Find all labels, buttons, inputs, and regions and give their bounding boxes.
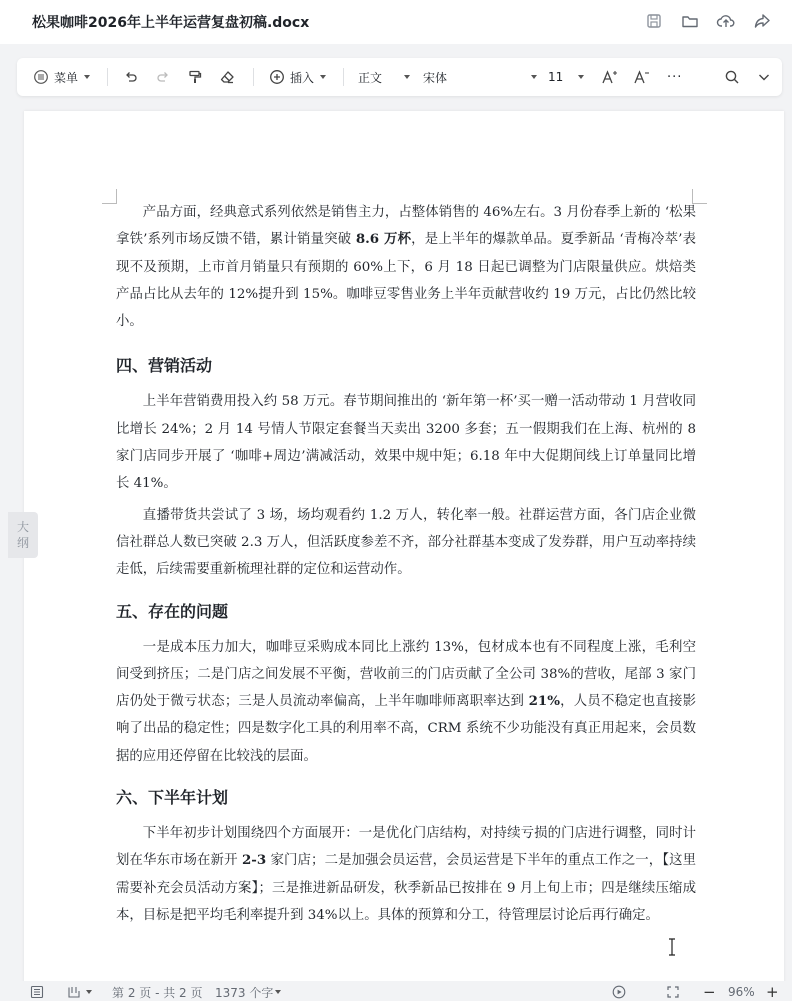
upload-cloud-icon[interactable] (716, 11, 736, 31)
chevron-down-icon (86, 990, 92, 994)
more-button[interactable]: ··· (667, 69, 683, 85)
font-increase-icon (601, 69, 617, 85)
bold-text: 2-3 (241, 852, 267, 869)
text-run: 直播带货共尝试了 3 场，场均观看约 1.2 万人，转化率一般。社群运营方面，各门店企业微信社群总人数已突破 2.3 万人，但活跃度参差不齐，部分社群基本变成了发券群，用户互动率持续走低，后续需要重新梳理社群的定位和运营动作。 (116, 507, 696, 578)
text-run: 上半年营销费用投入约 58 万元。春节期间推出的 ‘新年第一杯’买一赠一活动带动 1 月营收同比增长 24%；2 月 14 号情人节限定套餐当天卖出 3200 多套；五一假期我们在上海、杭州的 8 家门店同步开展了 ‘咖啡+周边’满减活动，效果中规中矩；6.18 年中大促期间线上订单量同比增长 41%。 (116, 394, 696, 492)
formatting-toolbar (17, 58, 782, 96)
format-painter-button[interactable] (187, 58, 203, 96)
outline-view-button[interactable] (30, 983, 44, 1001)
redo-button[interactable] (155, 58, 171, 96)
chevron-down-icon (578, 75, 584, 79)
layout-mode-icon (67, 985, 81, 999)
outline-toggle[interactable] (8, 512, 38, 558)
folder-icon[interactable] (680, 11, 700, 31)
share-icon[interactable] (752, 11, 772, 31)
page-indicator: 第 2 页 - 共 2 页 (112, 985, 203, 1000)
menu-icon (33, 69, 49, 85)
font-family-value: 宋体 (423, 70, 448, 85)
heading-plan: 六、下半年计划 (116, 788, 229, 808)
play-button[interactable] (612, 983, 626, 1001)
chevron-down-icon (84, 75, 90, 79)
text-cursor-icon (668, 938, 676, 956)
text-run: 一是成本压力加大，咖啡豆采购成本同比上涨约 13%，包材成本也有不同程度上涨，毛利空间受到挤压；二是门店之间发展不平衡，营收前三的门店贡献了全公司 38%的营收，尾部 3 家门店仍处于微亏状态；三是人员流动率偏高，上半年咖啡师离职率达到 (116, 639, 696, 710)
text-run: ，人员不稳定也直接影响了出品的稳定性；四是数字化工具的利用率不高，CRM 系统不少功能没有真正用起来，会员数据的应用还停留在比较浅的层面。 (116, 694, 696, 764)
paragraph-plan (116, 820, 696, 929)
plus-circle-icon (269, 69, 285, 85)
view-mode-button[interactable] (67, 983, 92, 1001)
font-decrease-icon (633, 69, 649, 85)
format-painter-icon (187, 69, 203, 85)
undo-icon (123, 69, 139, 85)
text-run: 下半年初步计划围绕四个方面展开：一是优化门店结构，对持续亏损的门店进行调整，同时计划在华东市场在新开 (116, 826, 696, 869)
outline-label: 纲 (16, 536, 29, 550)
heading-problems: 五、存在的问题 (116, 601, 229, 621)
chevron-down-icon (320, 75, 326, 79)
outline-label: 大 (16, 520, 29, 534)
paragraph-products (116, 199, 696, 335)
increase-font-size-button[interactable] (601, 58, 617, 96)
chevron-down-icon (404, 75, 410, 79)
zoom-level[interactable]: 96% (728, 985, 755, 999)
fullscreen-button[interactable] (666, 983, 680, 1001)
document-page[interactable] (24, 111, 784, 991)
word-count-button[interactable] (215, 983, 281, 1001)
status-bar (0, 981, 792, 1001)
menu-button[interactable] (33, 58, 90, 96)
font-size-select[interactable] (548, 58, 584, 96)
toolbar-divider (343, 68, 344, 86)
chevron-down-icon (275, 990, 281, 994)
search-button[interactable] (724, 58, 740, 96)
text-run: 家门店；二是加强会员运营，会员运营是下半年的重点工作之一，【这里需要补充会员活动方案】；三是推进新品研发，秋季新品已按排在 9 月上旬上市；四是继续压缩成本，目标是把平均毛利率提升到 34%以上。具体的预算和分工，待管理层讨论后再行确定。 (116, 853, 696, 923)
font-family-select[interactable] (423, 58, 537, 96)
collapse-toolbar-button[interactable] (756, 58, 772, 96)
font-size-value: 11 (548, 70, 564, 84)
chevron-down-icon (756, 69, 772, 85)
text-run: ，是上半年的爆款单品。夏季新品 ‘青梅冷萃’表现不及预期，上市首月销量只有预期的 60%上下，6 月 18 日起已调整为门店限量供应。烘焙类产品占比从去年的 12%提升到 15%。咖啡豆零售业务上半年贡献营收约 19 万元，占比仍然比较小。 (116, 232, 696, 330)
search-icon (724, 69, 740, 85)
heading-marketing: 四、营销活动 (116, 356, 213, 376)
menu-label: 菜单 (54, 70, 79, 85)
expand-icon (666, 985, 680, 999)
paragraph-marketing-1 (116, 388, 696, 497)
paragraph-style-select[interactable] (358, 58, 410, 96)
clear-format-button[interactable] (219, 58, 235, 96)
bold-text: 8.6 万杯 (355, 231, 412, 248)
zoom-in-button[interactable]: + (766, 983, 779, 1001)
eraser-icon (219, 69, 235, 85)
save-icon[interactable] (644, 11, 664, 31)
paragraph-marketing-2 (116, 502, 696, 584)
bold-text: 21% (528, 693, 560, 710)
paragraph-problems (116, 634, 696, 770)
redo-icon (155, 69, 171, 85)
chevron-down-icon (531, 75, 537, 79)
toolbar-divider (253, 68, 254, 86)
word-count: 1373 个字 (215, 985, 274, 1000)
insert-button[interactable] (269, 58, 326, 96)
margin-marker (102, 189, 117, 204)
document-title: 松果咖啡2026年上半年运营复盘初稿.docx (32, 15, 310, 31)
zoom-out-button[interactable]: − (703, 983, 716, 1001)
document-body[interactable] (116, 199, 696, 929)
undo-button[interactable] (123, 58, 139, 96)
title-bar (0, 0, 792, 44)
paragraph-style-value: 正文 (358, 70, 383, 85)
decrease-font-size-button[interactable] (633, 58, 649, 96)
play-icon (612, 985, 626, 999)
document-outline-icon (30, 985, 44, 999)
toolbar-divider (107, 68, 108, 86)
insert-label: 插入 (290, 70, 315, 85)
text-run: 产品方面，经典意式系列依然是销售主力，占整体销售的 46%左右。3 月份春季上新的 ‘松果拿铁’系列市场反馈不错，累计销量突破 (116, 205, 696, 248)
